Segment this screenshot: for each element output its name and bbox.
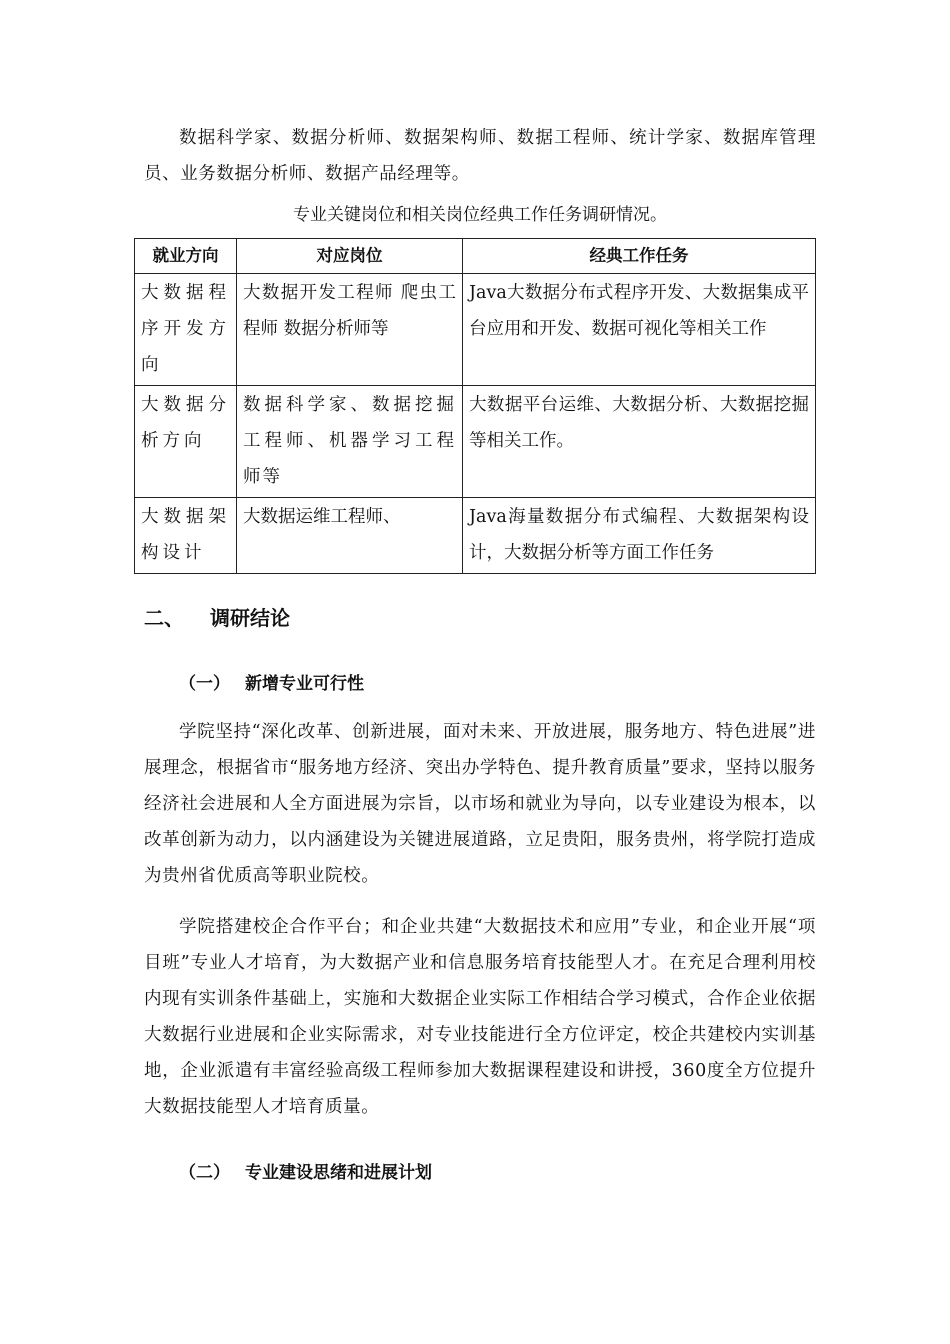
section-number: 二、	[144, 606, 184, 630]
cell-direction: 大数据程序开发方向	[135, 274, 237, 386]
table-row	[135, 386, 816, 498]
section-heading-conclusion	[144, 600, 290, 636]
cell-tasks: Java大数据分布式程序开发、大数据集成平台应用和开发、数据可视化等相关工作	[463, 274, 816, 386]
header-positions: 对应岗位	[237, 239, 463, 274]
section-title: 调研结论	[210, 606, 290, 630]
subsection-heading-feasibility	[179, 669, 364, 699]
header-tasks: 经典工作任务	[463, 239, 816, 274]
job-survey-table	[134, 238, 816, 574]
subsection-heading-plan	[179, 1158, 432, 1188]
cell-positions: 大数据运维工程师、	[237, 498, 463, 574]
subsection-number: （一）	[179, 674, 230, 694]
table-row	[135, 274, 816, 386]
subsection-title: 专业建设思绪和进展计划	[245, 1163, 432, 1183]
cell-tasks: 大数据平台运维、大数据分析、大数据挖掘等相关工作。	[463, 386, 816, 498]
cell-positions: 大数据开发工程师 爬虫工程师 数据分析师等	[237, 274, 463, 386]
feasibility-paragraph-2: 学院搭建校企合作平台；和企业共建“大数据技术和应用”专业，和企业开展“项目班”专业人才培育，为大数据产业和信息服务培育技能型人才。在充足合理利用校内现有实训条件基础上，实施和大数据企业实际工作相结合学习模式，合作企业依据大数据行业进展和企业实际需求，对专业技能进行全方位评定，校企共建校内实训基地，企业派遣有丰富经验高级工程师参加大数据课程建设和讲授，360度全方位提升大数据技能型人才培育质量。	[144, 917, 816, 1117]
table-caption: 专业关键岗位和相关岗位经典工作任务调研情况。	[293, 205, 667, 225]
table-header-row	[135, 239, 816, 274]
cell-tasks: Java海量数据分布式编程、大数据架构设计，大数据分析等方面工作任务	[463, 498, 816, 574]
table-row	[135, 498, 816, 574]
roles-paragraph: 数据科学家、数据分析师、数据架构师、数据工程师、统计学家、数据库管理员、业务数据分析师、数据产品经理等。	[144, 128, 816, 184]
cell-direction: 大数据架构设计	[135, 498, 237, 574]
cell-direction: 大数据分析方向	[135, 386, 237, 498]
subsection-title: 新增专业可行性	[245, 674, 364, 694]
subsection-number: （二）	[179, 1163, 230, 1183]
feasibility-paragraph-1: 学院坚持“深化改革、创新进展，面对未来、开放进展，服务地方、特色进展”进展理念，根据省市“服务地方经济、突出办学特色、提升教育质量”要求，坚持以服务经济社会进展和人全方面进展为宗旨，以市场和就业为导向，以专业建设为根本，以改革创新为动力，以内涵建设为关键进展道路，立足贵阳，服务贵州，将学院打造成为贵州省优质高等职业院校。	[144, 722, 816, 886]
cell-positions: 数据科学家、数据挖掘工程师、机器学习工程师等	[237, 386, 463, 498]
header-direction: 就业方向	[135, 239, 237, 274]
